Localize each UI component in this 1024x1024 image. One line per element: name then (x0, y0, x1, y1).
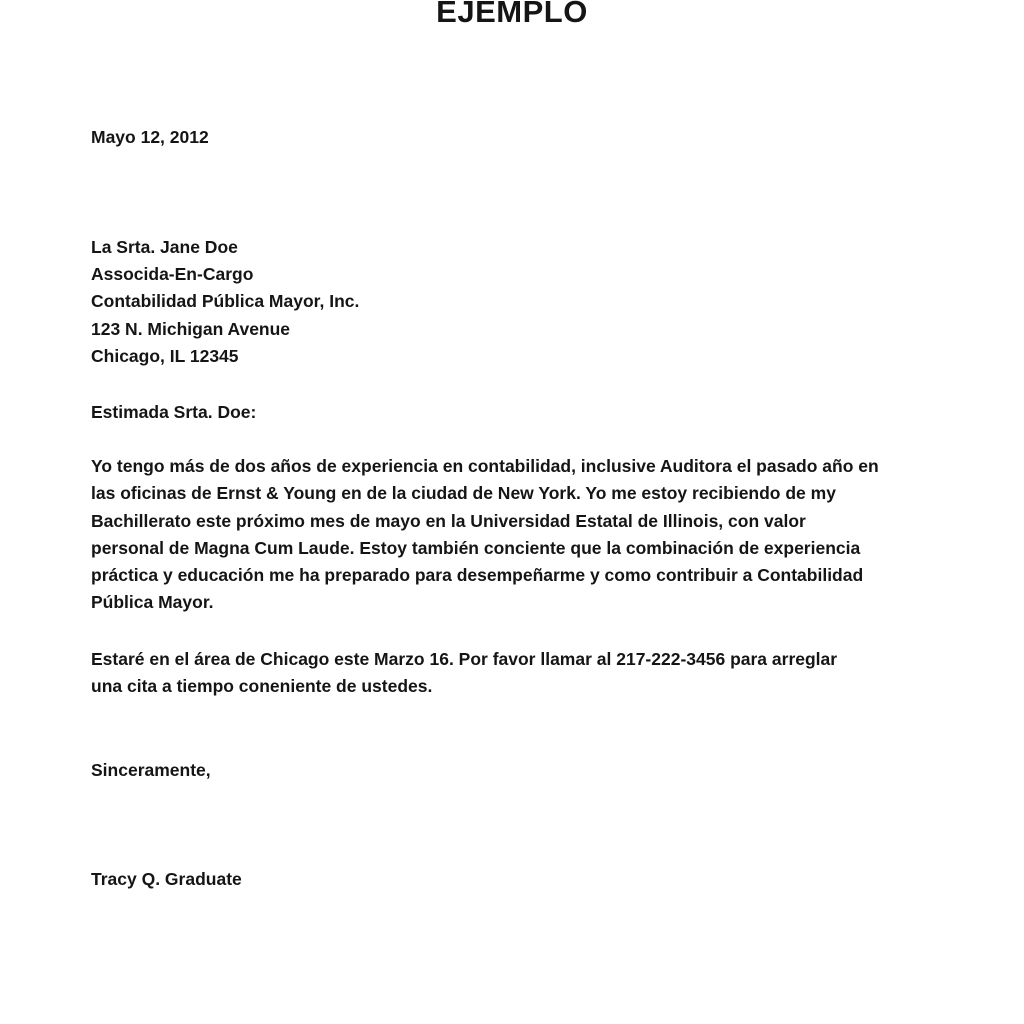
paragraph-line: Pública Mayor. (91, 592, 214, 613)
paragraph-line: Bachillerato este próximo mes de mayo en la Universidad Estatal de Illinois, con valor (91, 510, 806, 531)
recipient-name: La Srta. Jane Doe (91, 237, 238, 257)
salutation: Estimada Srta. Doe: (91, 402, 257, 422)
paragraph-line: Yo tengo más de dos años de experiencia en contabilidad, inclusive Auditora el pasado año en (91, 456, 879, 476)
recipient-company: Contabilidad Pública Mayor, Inc. (91, 291, 360, 312)
paragraph-line: práctica y educación me ha preparado para desempeñarme y como contribuir a Contabilidad (91, 565, 864, 586)
recipient-title: Associda-En-Cargo (91, 264, 254, 285)
recipient-address-block (91, 234, 991, 370)
paragraph-line: Estaré en el área de Chicago este Marzo 16. Por favor llamar al 217-222-3456 para arreglar (91, 649, 838, 669)
body-paragraph-2 (91, 646, 991, 701)
closing: Sinceramente, (91, 760, 211, 780)
recipient-street: 123 N. Michigan Avenue (91, 318, 291, 339)
letter-date: Mayo 12, 2012 (91, 127, 209, 147)
paragraph-line: las oficinas de Ernst & Young en de la ciudad de New York. Yo me estoy recibiendo de my (91, 483, 836, 504)
signature-name: Tracy Q. Graduate (91, 869, 242, 889)
paragraph-line: personal de Magna Cum Laude. Estoy también conciente que la combinación de experiencia (91, 537, 861, 558)
body-paragraph-1 (91, 453, 991, 617)
paragraph-line: una cita a tiempo coneniente de ustedes. (91, 676, 433, 697)
document-heading: EJEMPLO (436, 0, 588, 29)
recipient-city: Chicago, IL 12345 (91, 345, 239, 366)
